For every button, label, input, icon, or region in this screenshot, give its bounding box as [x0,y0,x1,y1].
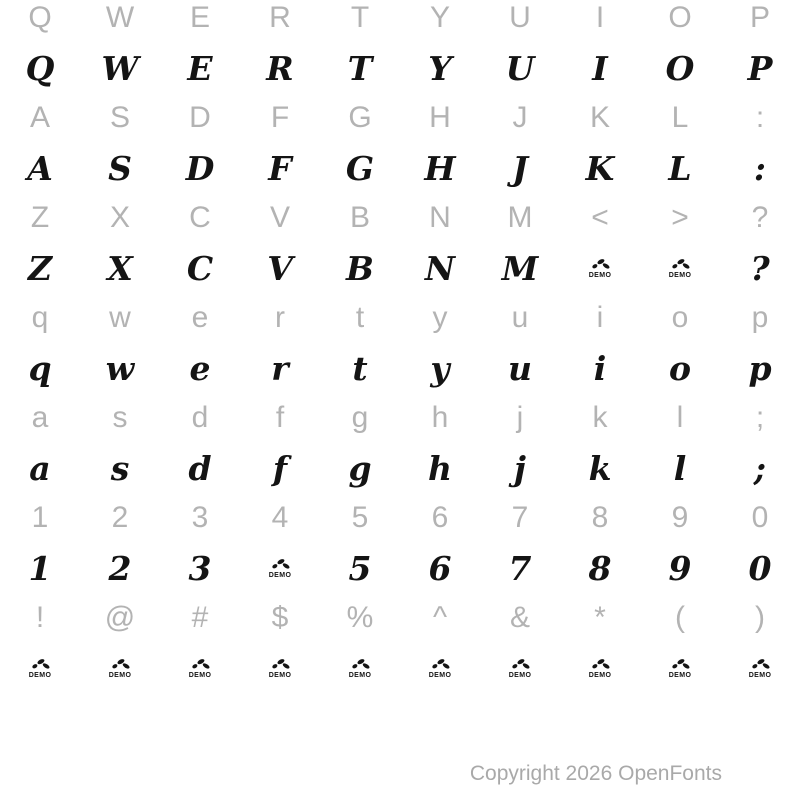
specimen-glyph: A [27,148,53,188]
reference-glyph: L [671,101,689,134]
reference-glyph: $ [271,601,289,634]
specimen-glyph: f [272,448,288,488]
specimen-glyph: T [347,48,373,88]
reference-glyph: & [509,601,530,634]
reference-glyph: ! [35,601,45,634]
specimen-glyph: E [187,48,213,88]
reference-glyph: M [507,201,533,234]
specimen-glyph: M [501,248,539,288]
reference-glyph: E [189,1,210,34]
specimen-glyph: 1 [28,548,52,588]
specimen-glyph: U [505,48,535,88]
reference-glyph: h [431,401,449,434]
reference-glyph: i [596,301,604,334]
demo-label: DEMO [428,671,452,679]
reference-glyph: r [275,301,285,334]
uppercase-zxcv-reference [0,193,800,243]
symbols-specimen [0,643,800,693]
specimen-glyph: r [271,348,289,388]
reference-glyph: 6 [431,501,449,534]
reference-glyph: S [109,101,130,134]
specimen-glyph: 8 [588,548,612,588]
specimen-glyph: I [592,48,608,88]
reference-glyph: t [355,301,365,334]
demo-ornament-icon [510,658,531,671]
specimen-glyph: R [266,48,294,88]
demo-watermark-glyph [320,643,400,693]
demo-watermark-glyph [720,643,800,693]
demo-label: DEMO [668,271,692,279]
reference-glyph: # [191,601,209,634]
reference-glyph: j [516,401,524,434]
reference-glyph: ; [755,401,765,434]
reference-glyph: X [109,201,130,234]
specimen-glyph: P [747,48,773,88]
reference-glyph: U [509,1,531,34]
reference-glyph: ( [675,601,685,634]
reference-glyph: V [269,201,290,234]
specimen-glyph: J [512,148,528,188]
specimen-glyph: V [267,248,293,288]
demo-ornament-icon [110,658,131,671]
demo-watermark-glyph [240,543,320,593]
reference-glyph: N [429,201,451,234]
reference-glyph: 7 [511,501,529,534]
copyright-notice: Copyright 2026 OpenFonts [469,762,722,785]
demo-label: DEMO [188,671,212,679]
reference-glyph: B [349,201,370,234]
specimen-glyph: C [186,248,214,288]
lowercase-asdf-reference [0,393,800,443]
demo-ornament-icon [430,658,451,671]
specimen-glyph: 0 [748,548,772,588]
reference-glyph: o [671,301,689,334]
reference-glyph: K [589,101,610,134]
reference-glyph: 4 [271,501,289,534]
reference-glyph: % [346,601,374,634]
specimen-glyph: s [110,448,130,488]
demo-watermark-glyph [560,643,640,693]
uppercase-qwerty-reference [0,0,800,43]
demo-watermark-glyph [560,243,640,293]
reference-glyph: R [269,1,291,34]
reference-glyph: 3 [191,501,209,534]
reference-glyph: g [351,401,369,434]
specimen-glyph: Y [428,48,452,88]
specimen-glyph: 5 [348,548,372,588]
reference-glyph: 2 [111,501,129,534]
demo-ornament-icon [750,658,771,671]
specimen-glyph: ? [750,248,770,288]
demo-label: DEMO [268,671,292,679]
specimen-glyph: q [28,348,52,388]
reference-glyph: p [751,301,769,334]
specimen-glyph: H [424,148,456,188]
uppercase-asdf-specimen [0,143,800,193]
reference-glyph: 8 [591,501,609,534]
digits-reference [0,493,800,543]
specimen-glyph: h [428,448,452,488]
specimen-glyph: g [348,448,372,488]
reference-glyph: s [112,401,128,434]
specimen-glyph: O [665,48,695,88]
specimen-glyph: 9 [668,548,692,588]
demo-label: DEMO [748,671,772,679]
reference-glyph: l [676,401,684,434]
reference-glyph: ^ [432,601,448,634]
reference-glyph: H [429,101,451,134]
symbols-reference [0,593,800,643]
uppercase-qwerty-specimen [0,43,800,93]
specimen-glyph: d [188,448,212,488]
specimen-glyph: G [345,148,375,188]
specimen-glyph: N [424,248,456,288]
uppercase-asdf-reference [0,93,800,143]
demo-ornament-icon [270,558,291,571]
reference-glyph: y [432,301,448,334]
demo-ornament-icon [590,258,611,271]
reference-glyph: : [755,101,765,134]
reference-glyph: < [591,201,609,234]
demo-label: DEMO [508,671,532,679]
demo-label: DEMO [268,571,292,579]
reference-glyph: Z [30,201,50,234]
reference-glyph: 5 [351,501,369,534]
specimen-glyph: k [588,448,612,488]
reference-glyph: > [671,201,689,234]
demo-watermark-glyph [480,643,560,693]
specimen-glyph: w [105,348,135,388]
specimen-glyph: 6 [428,548,452,588]
demo-watermark-glyph [0,643,80,693]
reference-glyph: Y [429,1,450,34]
reference-glyph: W [105,1,135,34]
specimen-glyph: t [352,348,368,388]
reference-glyph: @ [104,601,136,634]
reference-glyph: D [189,101,211,134]
demo-watermark-glyph [640,643,720,693]
reference-glyph: O [668,1,692,34]
reference-glyph: f [275,401,285,434]
specimen-glyph: y [430,348,450,388]
lowercase-qwerty-reference [0,293,800,343]
reference-glyph: C [189,201,211,234]
specimen-glyph: e [189,348,211,388]
specimen-glyph: Q [25,48,55,88]
specimen-glyph: W [101,48,139,88]
demo-ornament-icon [270,658,291,671]
demo-label: DEMO [348,671,372,679]
reference-glyph: * [594,601,606,634]
demo-ornament-icon [190,658,211,671]
reference-glyph: Q [28,1,52,34]
specimen-glyph: o [668,348,691,388]
reference-glyph: 0 [751,501,769,534]
reference-glyph: 1 [31,501,49,534]
reference-glyph: ? [751,201,769,234]
reference-glyph: q [31,301,49,334]
specimen-glyph: L [668,148,692,188]
specimen-glyph: D [185,148,215,188]
demo-ornament-icon [590,658,611,671]
specimen-glyph: 2 [108,548,132,588]
reference-glyph: e [191,301,209,334]
lowercase-asdf-specimen [0,443,800,493]
reference-glyph: a [31,401,49,434]
demo-watermark-glyph [160,643,240,693]
reference-glyph: ) [755,601,765,634]
demo-ornament-icon [350,658,371,671]
specimen-glyph: l [673,448,687,488]
specimen-glyph: j [514,448,526,488]
reference-glyph: G [348,101,372,134]
specimen-glyph: S [108,148,132,188]
specimen-glyph: B [346,248,374,288]
demo-watermark-glyph [240,643,320,693]
specimen-glyph: X [107,248,133,288]
specimen-glyph: a [29,448,51,488]
reference-glyph: u [511,301,529,334]
specimen-glyph: : [753,148,767,188]
specimen-glyph: Z [27,248,53,288]
demo-label: DEMO [588,271,612,279]
specimen-glyph: K [585,148,615,188]
reference-glyph: I [595,1,605,34]
specimen-glyph: i [593,348,607,388]
demo-watermark-glyph [400,643,480,693]
specimen-glyph: F [268,148,292,188]
reference-glyph: J [512,101,528,134]
specimen-glyph: 7 [508,548,532,588]
specimen-glyph: u [508,348,532,388]
reference-glyph: A [29,101,50,134]
demo-label: DEMO [28,671,52,679]
specimen-glyph: ; [753,448,767,488]
specimen-glyph: p [748,348,772,388]
demo-ornament-icon [670,658,691,671]
reference-glyph: w [109,301,131,334]
lowercase-qwerty-specimen [0,343,800,393]
reference-glyph: P [749,1,770,34]
demo-ornament-icon [30,658,51,671]
demo-label: DEMO [588,671,612,679]
demo-watermark-glyph [80,643,160,693]
demo-label: DEMO [668,671,692,679]
demo-label: DEMO [108,671,132,679]
demo-watermark-glyph [640,243,720,293]
reference-glyph: k [592,401,608,434]
uppercase-zxcv-specimen [0,243,800,293]
digits-specimen [0,543,800,593]
reference-glyph: d [191,401,209,434]
reference-glyph: F [270,101,290,134]
specimen-glyph: 3 [188,548,212,588]
reference-glyph: 9 [671,501,689,534]
demo-ornament-icon [670,258,691,271]
reference-glyph: T [350,1,370,34]
